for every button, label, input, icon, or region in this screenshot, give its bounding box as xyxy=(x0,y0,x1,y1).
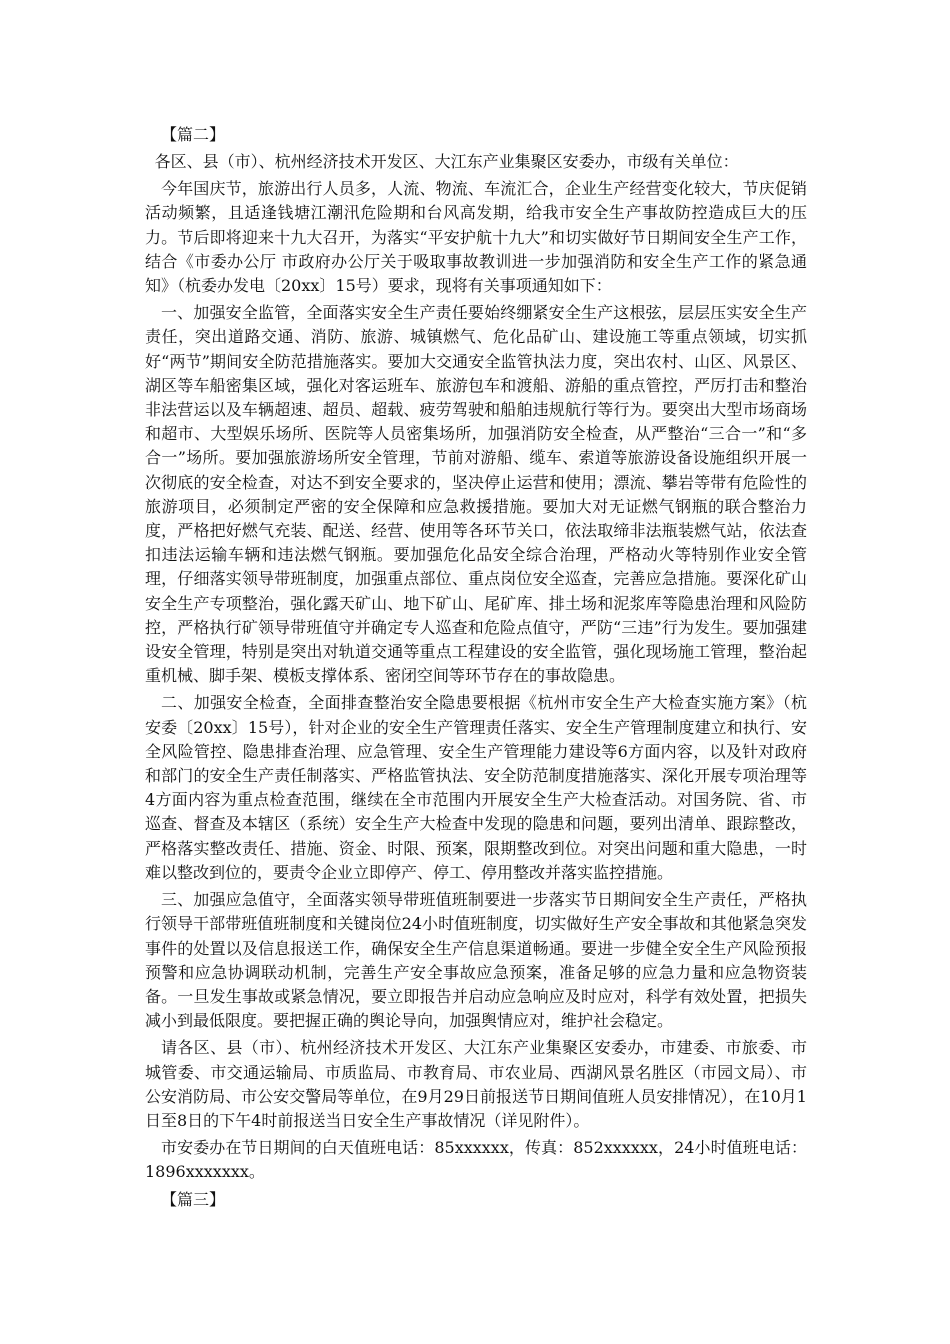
paragraph-item-2: 二、加强安全检查，全面排查整治安全隐患要根据《杭州市安全生产大检查实施方案》（杭安委〔20xx〕15号），针对企业的安全生产管理责任落实、安全生产管理制度建立和执行、安全风险管控、隐患排查治理、应急管理、安全生产管理能力建设等6方面内容，以及针对政府和部门的安全生产责任制落实、严格监管执法、安全防范制度措施落实、深化开展专项治理等4方面内容为重点检查范围，继续在全市范围内开展安全生产大检查活动。对国务院、省、市巡查、督查及本辖区（系统）安全生产大检查中发现的隐患和问题，要列出清单、跟踪整改，严格落实整改责任、措施、资金、时限、预案，限期整改到位。对突出问题和重大隐患，一时难以整改到位的，要责令企业立即停产、停工、停用整改并落实监控措施。 xyxy=(145,693,807,882)
salutation: 各区、县（市）、杭州经济技术开发区、大江东产业集聚区安委办，市级有关单位： xyxy=(154,152,739,171)
paragraph-item-1: 一、加强安全监管，全面落实安全生产责任要始终绷紧安全生产这根弦，层层压实安全生产责任，突出道路交通、消防、旅游、城镇燃气、危化品矿山、建设施工等重点领域，切实抓好“两节”期间安全防范措施落实。要加大交通安全监管执法力度，突出农村、山区、风景区、湖区等车船密集区域，强化对客运班车、旅游包车和渡船、游船的重点管控，严厉打击和整治非法营运以及车辆超速、超员、超载、疲劳驾驶和船舶违规航行等行为。要突出大型市场商场和超市、大型娱乐场所、医院等人员密集场所，加强消防安全检查，从严整治“三合一”和“多合一”场所。要加强旅游场所安全管理，节前对游船、缆车、索道等旅游设备设施组织开展一次彻底的安全检查，对达不到安全要求的，坚决停止运营和使用；漂流、攀岩等带有危险性的旅游项目，必须制定严密的安全保障和应急救援措施。要加大对无证燃气钢瓶的联合整治力度，严格把好燃气充装、配送、经营、使用等各环节关口，依法取缔非法瓶装燃气站，依法查扣违法运输车辆和违法燃气钢瓶。要加强危化品安全综合治理，严格动火等特别作业安全管理，仔细落实领导带班制度，加强重点部位、重点岗位安全巡查，完善应急措施。要深化矿山安全生产专项整治，强化露天矿山、地下矿山、尾矿库、排土场和泥浆库等隐患治理和风险防控，严格执行矿领导带班值守并确定专人巡查和危险点值守，严防“三违”行为发生。要加强建设安全管理，特别是突出对轨道交通等重点工程建设的安全监管，强化现场施工管理，整治起重机械、脚手架、模板支撑体系、密闭空间等环节存在的事故隐患。 xyxy=(145,303,807,686)
paragraph-contact: 市安委办在节日期间的白天值班电话：85xxxxxx，传真：852xxxxxx，24小时值班电话：1896xxxxxxx。 xyxy=(145,1138,807,1182)
document-body xyxy=(145,123,807,1215)
section-heading-part3: 【篇三】 xyxy=(161,1189,226,1209)
section-heading-part2: 【篇二】 xyxy=(161,125,226,144)
paragraph-request: 请各区、县（市）、杭州经济技术开发区、大江东产业集聚区安委办，市建委、市旅委、市城管委、市交通运输局、市质监局、市教育局、市农业局、西湖风景名胜区（市园文局）、市公安消防局、市公安交警局等单位，在9月29日前报送节日期间值班人员安排情况），在10月1日至8日的下午4时前报送当日安全生产事故情况（详见附件）。 xyxy=(145,1038,807,1130)
paragraph-item-3: 三、加强应急值守，全面落实领导带班值班制要进一步落实节日期间安全生产责任，严格执行领导干部带班值班制度和关键岗位24小时值班制度，切实做好生产安全事故和其他紧急突发事件的处置以及信息报送工作，确保安全生产信息渠道畅通。要进一步健全安全生产风险预报预警和应急协调联动机制，完善生产安全事故应急预案，准备足够的应急力量和应急物资装备。一旦发生事故或紧急情况，要立即报告并启动应急响应及时应对，科学有效处置，把损失减小到最低限度。要把握正确的舆论导向，加强舆情应对，维护社会稳定。 xyxy=(145,890,807,1031)
paragraph-intro: 今年国庆节，旅游出行人员多，人流、物流、车流汇合，企业生产经营变化较大，节庆促销活动频繁，且适逢钱塘江潮汛危险期和台风高发期，给我市安全生产事故防控造成巨大的压力。节后即将迎来十九大召开，为落实“平安护航十九大”和切实做好节日期间安全生产工作，结合《市委办公厅 市政府办公厅关于吸取事故教训进一步加强消防和安全生产工作的紧急通知》（杭委办发电〔20xx〕15号）要求，现将有关事项通知如下： xyxy=(145,179,807,296)
